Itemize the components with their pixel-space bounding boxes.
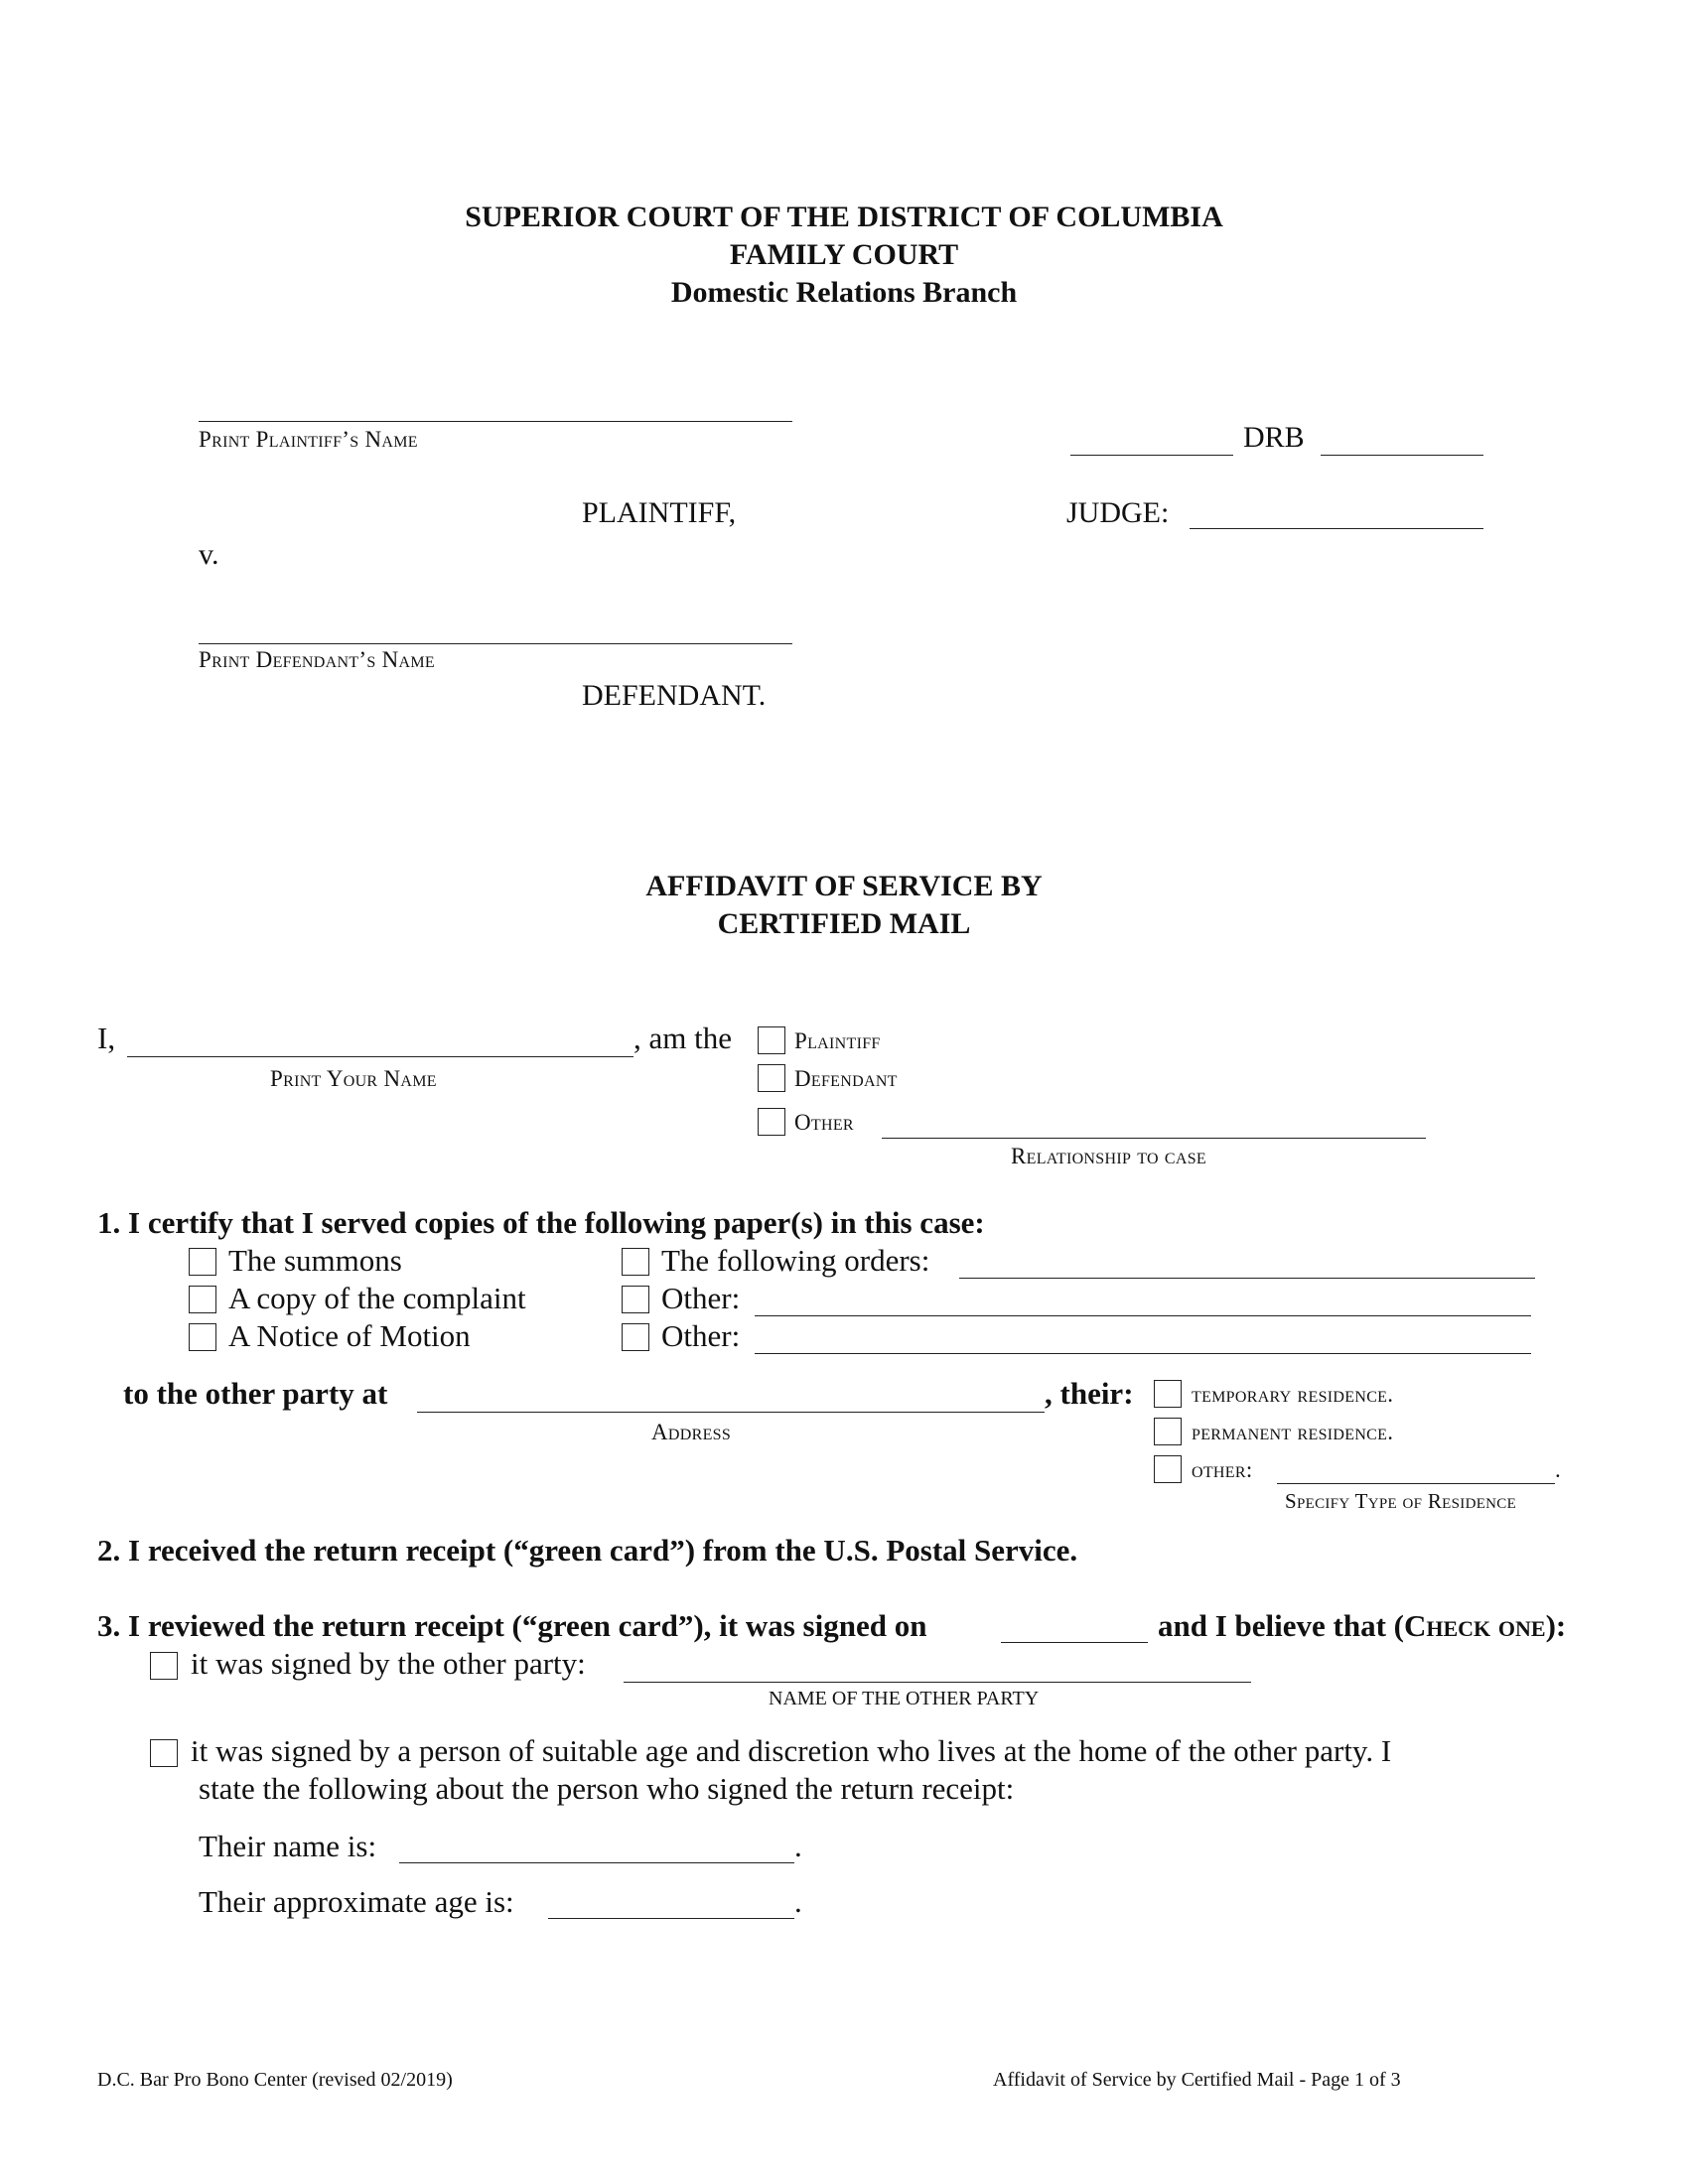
their-name-label: Their name is: <box>199 1829 377 1863</box>
summons-checkbox[interactable] <box>189 1248 216 1276</box>
affidavit-title: AFFIDAVIT OF SERVICE BY <box>645 870 1043 902</box>
signed-by-party-checkbox[interactable] <box>150 1652 178 1680</box>
specify-residence-label: Specify Type of Residence <box>1285 1489 1517 1513</box>
signed-by-resident-checkbox[interactable] <box>150 1739 178 1767</box>
their-name-field[interactable] <box>399 1862 794 1863</box>
other-residence-label: other: <box>1192 1457 1253 1482</box>
notice-motion-label: A Notice of Motion <box>228 1318 471 1353</box>
signed-by-resident-line1: it was signed by a person of suitable age and discretion who lives at the home of the other party. I <box>191 1733 1392 1768</box>
section2-heading: 2. I received the return receipt (“green card”) from the U.S. Postal Service. <box>97 1533 1078 1568</box>
defendant-name-field[interactable] <box>199 643 792 644</box>
section3-heading-b: and I believe that ( <box>1158 1608 1404 1643</box>
following-orders-label: The following orders: <box>661 1243 930 1278</box>
signed-by-party-label: it was signed by the other party: <box>191 1646 586 1681</box>
temporary-residence-checkbox[interactable] <box>1154 1380 1182 1408</box>
residence-period: . <box>1555 1457 1562 1482</box>
section3-heading-a: 3. I reviewed the return receipt (“green card”), it was signed on <box>97 1608 927 1643</box>
plaintiff-checkbox[interactable] <box>758 1026 785 1054</box>
other-paper-2-field[interactable] <box>755 1353 1531 1354</box>
address-label: Address <box>651 1420 732 1444</box>
defendant-checkbox[interactable] <box>758 1064 785 1092</box>
plaintiff-role: PLAINTIFF, <box>582 496 737 529</box>
judge-field[interactable] <box>1190 528 1483 529</box>
section1-heading: 1. I certify that I served copies of the following paper(s) in this case: <box>97 1205 985 1240</box>
other-paper-1-checkbox[interactable] <box>622 1286 649 1313</box>
their-age-period: . <box>794 1884 802 1919</box>
their-age-label: Their approximate age is: <box>199 1884 514 1919</box>
defendant-role: DEFENDANT. <box>582 679 767 712</box>
signed-by-resident-line2: state the following about the person who signed the return receipt: <box>199 1771 1015 1806</box>
their-name-period: . <box>794 1829 802 1863</box>
drb-number-field[interactable] <box>1321 455 1483 456</box>
section3-heading-tail <box>1158 1608 1566 1644</box>
footer-revision: D.C. Bar Pro Bono Center (revised 02/2019) <box>97 2069 453 2091</box>
complaint-label: A copy of the complaint <box>228 1281 526 1315</box>
relationship-label: Relationship to case <box>1011 1144 1206 1168</box>
following-orders-checkbox[interactable] <box>622 1248 649 1276</box>
court-division: FAMILY COURT <box>729 238 959 271</box>
permanent-residence-checkbox[interactable] <box>1154 1418 1182 1445</box>
footer-page-number: Affidavit of Service by Certified Mail - Page 1 of 3 <box>993 2069 1401 2091</box>
permanent-residence-label: permanent residence. <box>1192 1420 1394 1444</box>
other-paper-2-label: Other: <box>661 1318 741 1353</box>
your-name-field[interactable] <box>127 1056 633 1057</box>
your-name-label: Print Your Name <box>270 1066 437 1091</box>
notice-motion-checkbox[interactable] <box>189 1323 216 1351</box>
other-role-label: Other <box>794 1110 854 1135</box>
drb-label: DRB <box>1243 421 1305 454</box>
other-party-name-field[interactable] <box>624 1682 1251 1683</box>
to-party-label: to the other party at <box>123 1376 388 1411</box>
defendant-name-label: Print Defendant’s Name <box>199 647 435 672</box>
defendant-option-label: Defendant <box>794 1066 898 1091</box>
other-paper-1-label: Other: <box>661 1281 741 1315</box>
judge-label: JUDGE: <box>1066 496 1170 529</box>
other-residence-field[interactable] <box>1277 1483 1555 1484</box>
check-one-label: Check one <box>1404 1608 1546 1643</box>
section3-heading-c: ): <box>1545 1608 1567 1643</box>
their-label: , their: <box>1045 1376 1134 1411</box>
other-paper-2-checkbox[interactable] <box>622 1323 649 1351</box>
plaintiff-option-label: Plaintiff <box>794 1028 881 1053</box>
relationship-field[interactable] <box>882 1138 1426 1139</box>
am-the-label: , am the <box>633 1021 732 1055</box>
summons-label: The summons <box>228 1243 402 1278</box>
plaintiff-name-label: Print Plaintiff’s Name <box>199 427 418 452</box>
temporary-residence-label: temporary residence. <box>1192 1382 1394 1407</box>
other-role-checkbox[interactable] <box>758 1108 785 1136</box>
signed-date-field[interactable] <box>1001 1642 1148 1643</box>
complaint-checkbox[interactable] <box>189 1286 216 1313</box>
versus: v. <box>199 538 219 571</box>
court-name: SUPERIOR COURT OF THE DISTRICT OF COLUMBIA <box>465 201 1223 233</box>
other-party-name-label: NAME OF THE OTHER PARTY <box>769 1688 1040 1709</box>
court-branch: Domestic Relations Branch <box>670 276 1018 309</box>
i-label: I, <box>97 1021 116 1055</box>
plaintiff-name-field[interactable] <box>199 421 792 422</box>
drb-prefix-field[interactable] <box>1070 455 1233 456</box>
address-field[interactable] <box>417 1412 1045 1413</box>
other-residence-checkbox[interactable] <box>1154 1455 1182 1483</box>
section3-heading <box>97 1608 926 1644</box>
their-age-field[interactable] <box>548 1918 794 1919</box>
affidavit-subtitle: CERTIFIED MAIL <box>717 907 971 940</box>
following-orders-field[interactable] <box>959 1278 1535 1279</box>
other-paper-1-field[interactable] <box>755 1315 1531 1316</box>
